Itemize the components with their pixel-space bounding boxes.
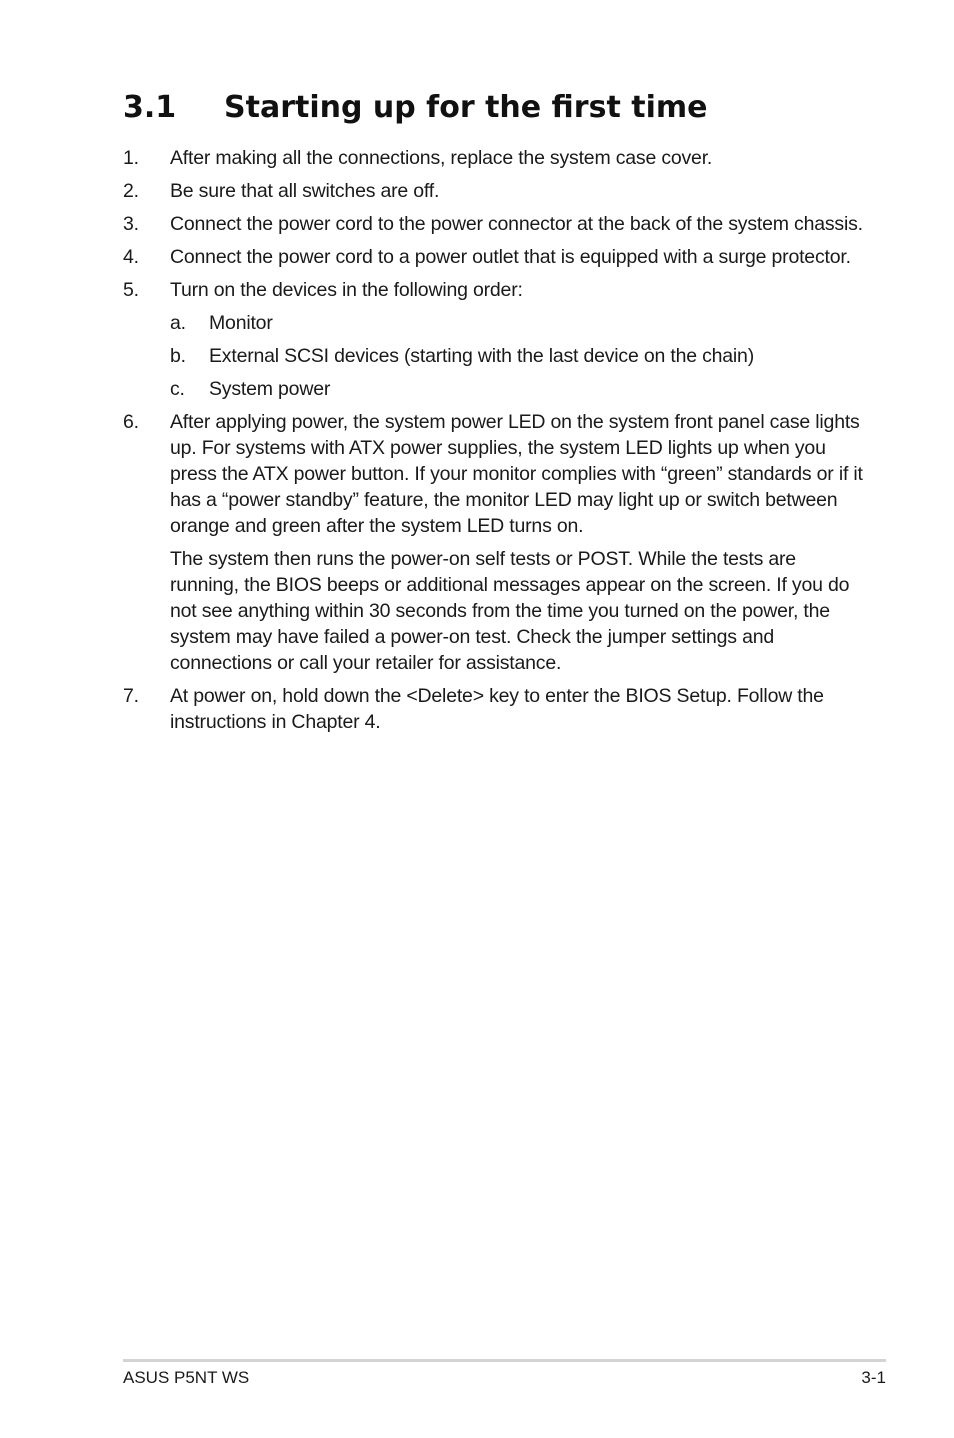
section-number: 3.1: [123, 90, 177, 125]
steps-list: [123, 145, 863, 742]
substep-b: [170, 343, 863, 369]
step-marker: 5.: [123, 279, 139, 301]
step-marker: 3.: [123, 213, 139, 235]
step-text: Turn on the devices in the following order:: [170, 279, 523, 301]
footer-divider: [123, 1359, 886, 1362]
substep-marker: c.: [170, 378, 185, 400]
step-6: [123, 409, 863, 539]
step-3: [123, 211, 863, 237]
footer-product-name: ASUS P5NT WS: [123, 1368, 250, 1387]
section-heading: [123, 88, 707, 128]
substep-marker: a.: [170, 312, 186, 334]
step-text: After making all the connections, replace the system case cover.: [170, 147, 713, 169]
step-marker: 7.: [123, 685, 139, 707]
step-6-paragraph: The system then runs the power-on self tests or POST. While the tests are running, the BIOS beeps or additional messages appear on the screen. If you do not see anything within 30 seconds from the time you turned on the power, the system may have failed a power-on test. Check the jumper settings and connections or call your retailer for assistance.: [170, 548, 850, 674]
substep-text: Monitor: [209, 312, 273, 334]
step-text: After applying power, the system power LED on the system front panel case lights up. For systems with ATX power supplies, the system LED lights up when you press the ATX power button. If your monitor complies with “green” standards or if it has a “power standby” feature, the monitor LED may light up or switch between orange and green after the system LED turns on.: [170, 411, 863, 537]
step-1: [123, 145, 863, 171]
step-5: [123, 277, 863, 303]
substep-text: System power: [209, 378, 331, 400]
step-text: At power on, hold down the <Delete> key to enter the BIOS Setup. Follow the instructions in Chapter 4.: [170, 685, 824, 733]
step-marker: 6.: [123, 411, 139, 433]
step-4: [123, 244, 863, 270]
step-marker: 2.: [123, 180, 139, 202]
step-text: Be sure that all switches are off.: [170, 180, 440, 202]
footer-page-number: 3-1: [861, 1368, 886, 1387]
step-text: Connect the power cord to the power connector at the back of the system chassis.: [170, 213, 863, 235]
step-text: Connect the power cord to a power outlet that is equipped with a surge protector.: [170, 246, 851, 268]
substep-c: [170, 376, 863, 402]
section-title: Starting up for the first time: [224, 90, 708, 125]
substep-marker: b.: [170, 345, 186, 367]
step-7: [123, 683, 863, 735]
substep-a: [170, 310, 863, 336]
step-marker: 1.: [123, 147, 139, 169]
step-2: [123, 178, 863, 204]
step-marker: 4.: [123, 246, 139, 268]
substep-text: External SCSI devices (starting with the last device on the chain): [209, 345, 754, 367]
